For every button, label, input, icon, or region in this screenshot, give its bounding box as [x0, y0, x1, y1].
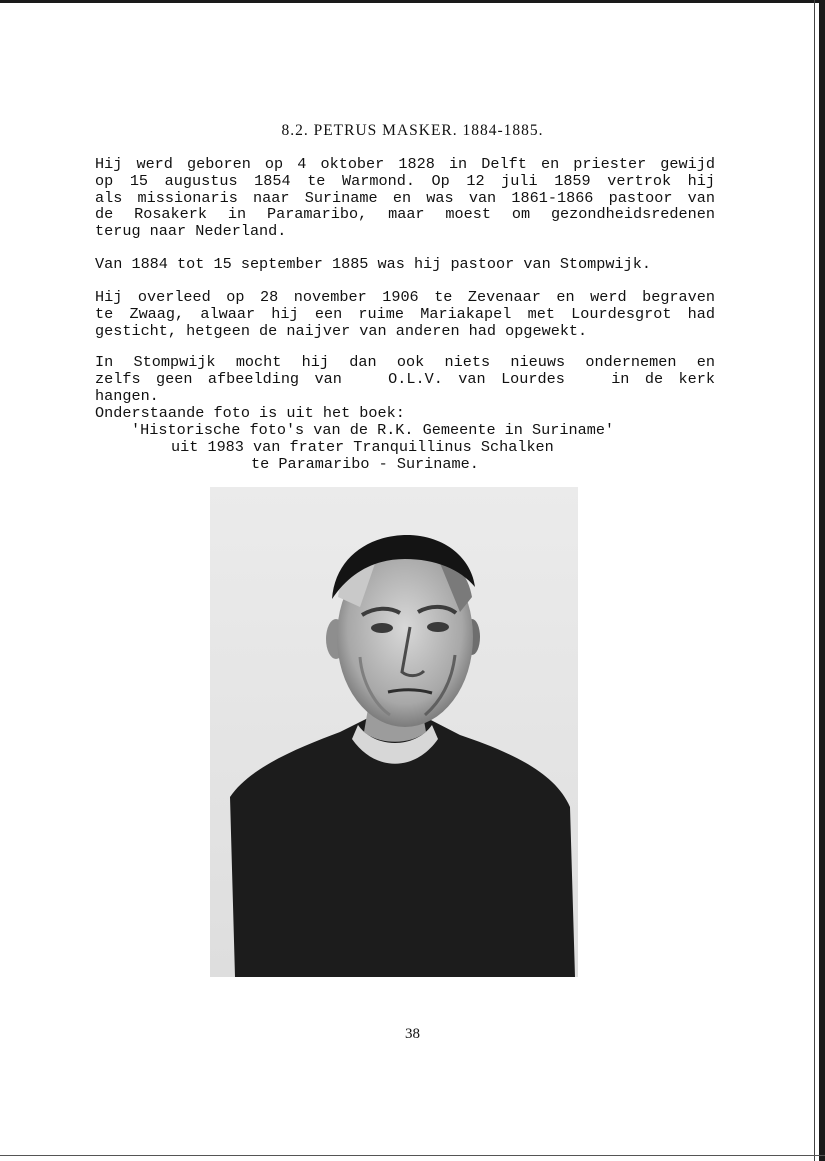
text-line: Hij overleed op 28 november 1906 te Zevenaar en werd begraven [95, 288, 715, 306]
paragraph-pastorate [95, 256, 715, 273]
paragraph-biography [95, 156, 715, 240]
text-line: op 15 augustus 1854 te Warmond. Op 12 juli 1859 vertrok hij [95, 171, 715, 190]
text-line: terug naar Nederland. [95, 222, 287, 241]
text-line: gesticht, hetgeen de naijver van anderen had opgewekt. [95, 321, 588, 340]
portrait-illustration [210, 487, 578, 977]
text-line: Hij werd geboren op 4 oktober 1828 in Delft en priester gewijd [95, 155, 715, 173]
scan-edge-bottom [0, 1155, 825, 1156]
scan-edge-right [819, 0, 825, 1161]
photo-source-place: te Paramaribo - Suriname. [251, 455, 479, 473]
text-line: hangen. [95, 386, 159, 405]
text-line: de Rosakerk in Paramaribo, maar moest om gezondheidsredenen [95, 205, 715, 224]
paragraph-death [95, 289, 715, 339]
photo-source-author: uit 1983 van frater Tranquillinus Schalken [171, 438, 554, 456]
text-line: te Zwaag, alwaar hij een ruime Mariakapel met Lourdesgrot had [95, 304, 715, 323]
page-number: 38 [405, 1026, 420, 1042]
text-line: zelfs geen afbeelding van O.L.V. van Lourdes in de kerk [95, 369, 715, 388]
text-line: In Stompwijk mocht hij dan ook niets nieuws ondernemen en [95, 353, 715, 371]
section-heading: 8.2. PETRUS MASKER. 1884-1885. [281, 122, 544, 139]
text-line: Van 1884 tot 15 september 1885 was hij pastoor van Stompwijk. [95, 255, 651, 273]
scan-edge-top [0, 0, 825, 3]
scan-edge-right-line [814, 0, 815, 1161]
photo-source-title: 'Historische foto's van de R.K. Gemeente in Suriname' [131, 421, 615, 439]
photo-source-intro: Onderstaande foto is uit het boek: [95, 404, 405, 422]
paragraph-stompwijk [95, 354, 715, 404]
portrait-photo [210, 487, 578, 977]
text-line: als missionaris naar Suriname en was van 1861-1866 pastoor van [95, 188, 715, 207]
